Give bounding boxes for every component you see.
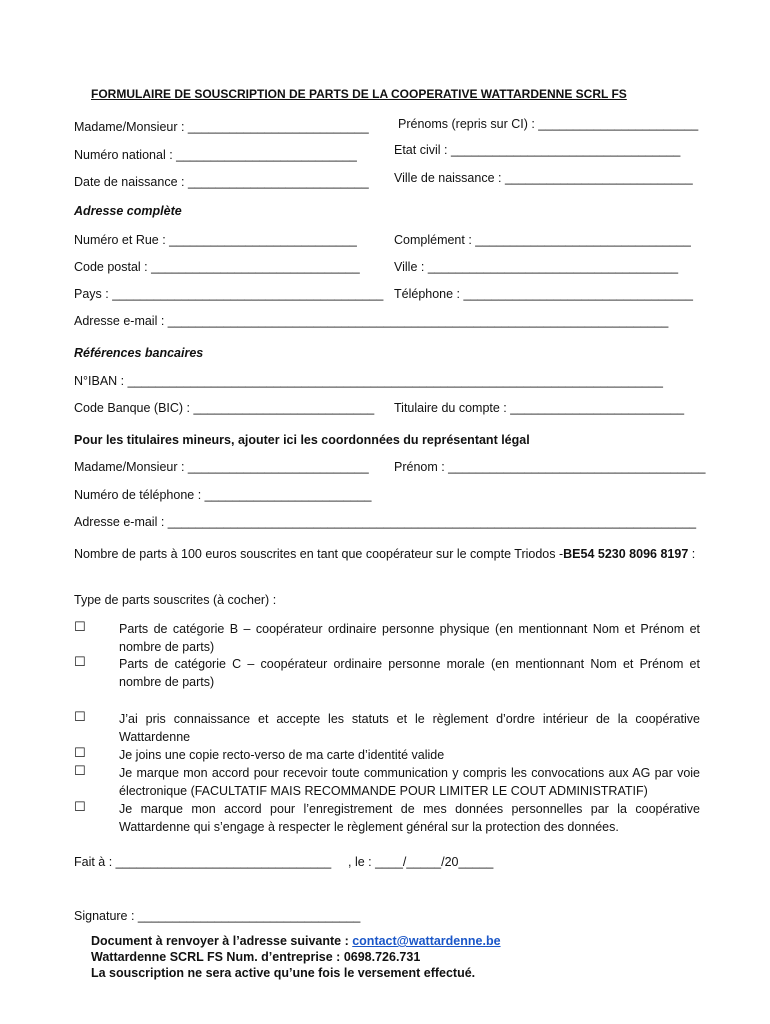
madame-monsieur-field[interactable]: Madame/Monsieur : __________________________ xyxy=(74,120,369,134)
minor-prenom-field[interactable]: Prénom : _____________________________________ xyxy=(394,460,706,474)
triodos-account: BE54 5230 8096 8197 xyxy=(563,547,689,561)
part-type-label: Type de parts souscrites (à cocher) : xyxy=(74,593,277,607)
minor-madame-monsieur-field[interactable]: Madame/Monsieur : __________________________ xyxy=(74,460,369,474)
bic-field[interactable]: Code Banque (BIC) : __________________________ xyxy=(74,401,375,415)
complement-field[interactable]: Complément : _______________________________ xyxy=(394,233,691,247)
checkbox-icon[interactable]: ☐ xyxy=(74,620,86,635)
email-field[interactable]: Adresse e-mail : ________________________________________________________________________ xyxy=(74,314,669,328)
numero-national-field[interactable]: Numéro national : __________________________ xyxy=(74,148,357,162)
ville-field[interactable]: Ville : ____________________________________ xyxy=(394,260,679,274)
company-info: Wattardenne SCRL FS Num. d’entreprise : 0698.726.731 xyxy=(91,950,421,964)
consent-id-card-label: Je joins une copie recto-verso de ma carte d’identité valide xyxy=(119,748,445,762)
minor-email-field[interactable]: Adresse e-mail : ____________________________________________________________________________ xyxy=(74,515,697,529)
minor-telephone-field[interactable]: Numéro de téléphone : ________________________ xyxy=(74,488,372,502)
fait-a-field[interactable]: Fait à : _______________________________ xyxy=(74,855,332,869)
numero-rue-field[interactable]: Numéro et Rue : ___________________________ xyxy=(74,233,357,247)
ville-naissance-field[interactable]: Ville de naissance : ___________________________ xyxy=(394,171,693,185)
checkbox-icon[interactable]: ☐ xyxy=(74,800,86,815)
part-option-c-label: Parts de catégorie C – coopérateur ordinaire personne morale (en mentionnant Nom et Prénom et nombre de parts) xyxy=(119,657,700,689)
activation-note: La souscription ne sera active qu’une fois le versement effectué. xyxy=(91,966,476,980)
prenoms-field[interactable]: Prénoms (repris sur CI) : _______________________ xyxy=(398,117,699,131)
shares-text: Nombre de parts à 100 euros souscrites en tant que coopérateur sur le compte Triodos - xyxy=(74,547,564,561)
address-section-heading: Adresse complète xyxy=(74,204,182,218)
consent-personal-data-label: Je marque mon accord pour l’enregistrement de mes données personnelles par la coopérative Wattardenne qui s’engage à respecter le règlement général sur la protection des données. xyxy=(119,802,700,834)
shares-count-paragraph[interactable] xyxy=(74,546,700,563)
telephone-field[interactable]: Téléphone : _________________________________ xyxy=(394,287,693,301)
signature-field[interactable]: Signature : ________________________________ xyxy=(74,909,361,923)
checkbox-icon[interactable]: ☐ xyxy=(74,764,86,779)
shares-suffix: : xyxy=(688,547,696,561)
consent-electronic-communication-label: Je marque mon accord pour recevoir toute communication y compris les convocations aux AG par voie électronique (FACULTATIF MAIS RECOMMANDE POUR LIMITER LE COUT ADMINISTRATIF) xyxy=(119,766,700,798)
consent-statuts-label: J’ai pris connaissance et accepte les statuts et le règlement d’ordre intérieur de la coopérative Wattardenne xyxy=(119,712,700,744)
date-naissance-field[interactable]: Date de naissance : __________________________ xyxy=(74,175,369,189)
date-field[interactable]: , le : ____/_____/20_____ xyxy=(348,855,494,869)
send-to-line xyxy=(91,934,501,948)
bank-section-heading: Références bancaires xyxy=(74,346,204,360)
checkbox-icon[interactable]: ☐ xyxy=(74,746,86,761)
titulaire-field[interactable]: Titulaire du compte : _________________________ xyxy=(394,401,685,415)
part-option-b-label: Parts de catégorie B – coopérateur ordinaire personne physique (en mentionnant Nom et Prénom et nombre de parts) xyxy=(119,622,700,654)
contact-email-link[interactable]: contact@wattardenne.be xyxy=(352,934,501,948)
form-title: FORMULAIRE DE SOUSCRIPTION DE PARTS DE LA COOPERATIVE WATTARDENNE SCRL FS xyxy=(91,87,627,101)
checkbox-icon[interactable]: ☐ xyxy=(74,655,86,670)
iban-field[interactable]: N°IBAN : _____________________________________________________________________________ xyxy=(74,374,663,388)
code-postal-field[interactable]: Code postal : ______________________________ xyxy=(74,260,360,274)
checkbox-icon[interactable]: ☐ xyxy=(74,710,86,725)
minor-section-heading: Pour les titulaires mineurs, ajouter ici les coordonnées du représentant légal xyxy=(74,433,530,447)
pays-field[interactable]: Pays : _______________________________________ xyxy=(74,287,384,301)
send-to-text: Document à renvoyer à l’adresse suivante : xyxy=(91,934,353,948)
etat-civil-field[interactable]: Etat civil : _________________________________ xyxy=(394,143,681,157)
